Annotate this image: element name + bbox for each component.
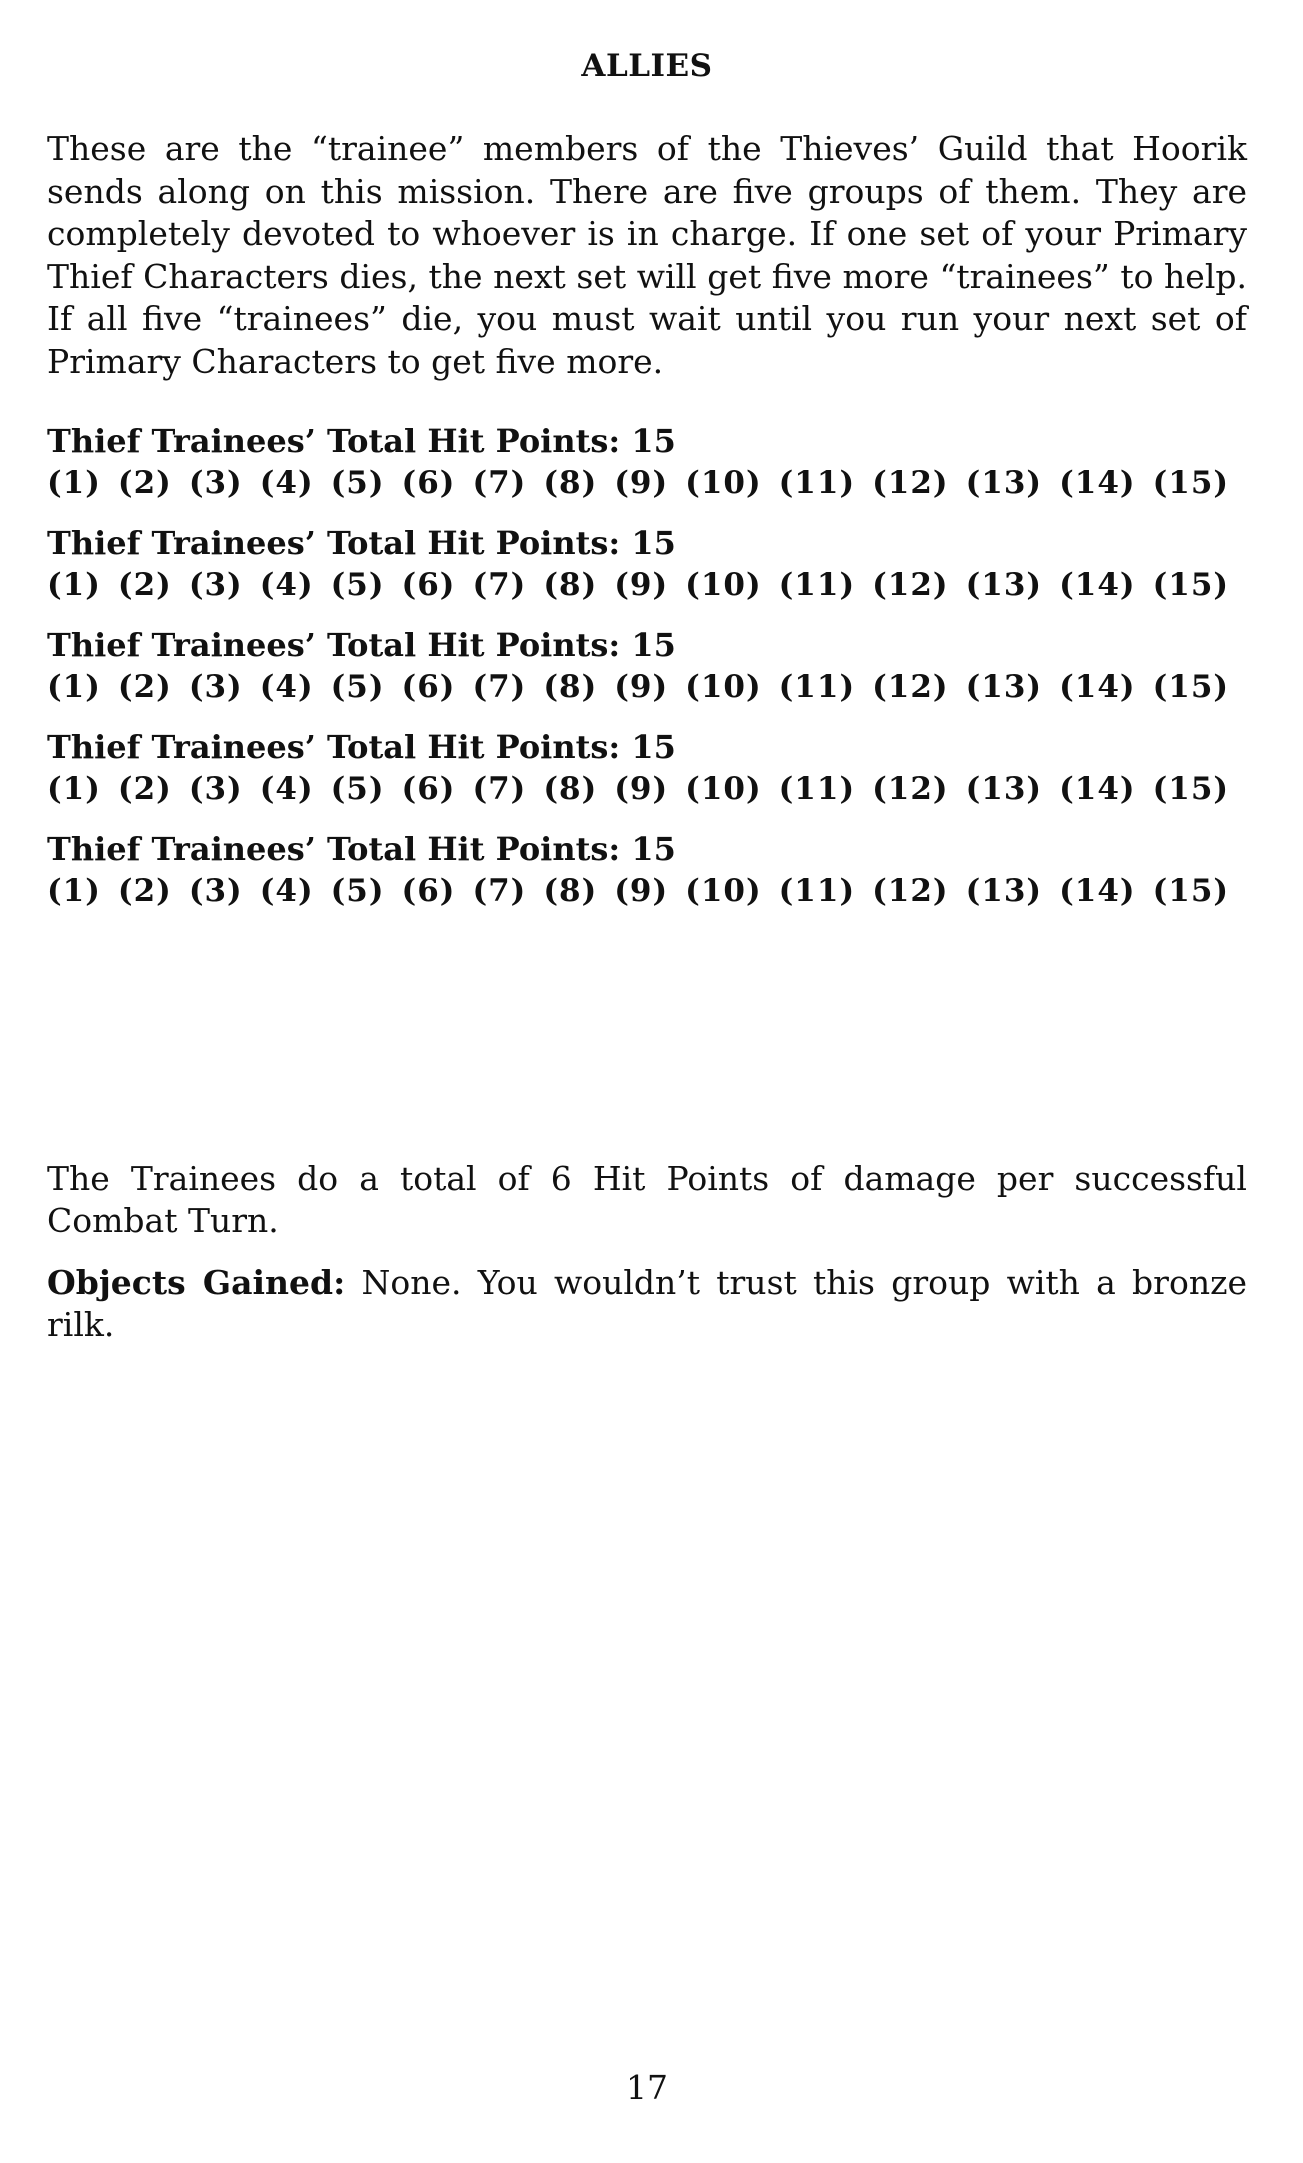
hit-point-box[interactable]: (2) [117,873,172,909]
hit-point-box[interactable]: (13) [965,465,1043,501]
group-title: Thief Trainees’ Total Hit Points: 15 [47,830,676,868]
hit-point-box[interactable]: (12) [872,465,949,501]
hit-point-box[interactable]: (9) [614,873,669,909]
objects-gained-text: None. You wouldn’t trust this group with a bronze rilk. [47,1263,1247,1344]
hit-point-box[interactable]: (2) [117,771,172,807]
hit-point-box[interactable]: (10) [685,771,762,807]
hit-point-box[interactable]: (15) [1152,567,1230,603]
hit-point-box[interactable]: (4) [259,873,314,909]
hit-point-box[interactable]: (6) [401,465,456,501]
hit-point-box[interactable]: (14) [1059,465,1136,501]
hit-point-box[interactable]: (3) [188,771,243,807]
hit-point-box[interactable]: (9) [614,465,669,501]
hit-point-box[interactable]: (3) [188,465,243,501]
trainee-group [47,726,1247,810]
trainee-group [47,522,1247,606]
hit-point-box[interactable]: (11) [778,567,856,603]
hit-point-box[interactable]: (11) [778,873,856,909]
hit-point-box[interactable]: (10) [685,567,762,603]
hit-point-box[interactable]: (7) [472,873,527,909]
hit-point-box[interactable]: (11) [778,669,856,705]
hit-point-box[interactable]: (1) [47,771,101,807]
trainee-groups [47,420,1247,930]
hit-point-box[interactable]: (5) [330,771,385,807]
hit-point-box[interactable]: (7) [472,669,527,705]
hit-point-box[interactable]: (9) [614,771,669,807]
hit-point-box[interactable]: (9) [614,567,669,603]
hit-point-box[interactable]: (15) [1152,465,1230,501]
hit-point-box[interactable]: (2) [117,567,172,603]
hit-point-box[interactable]: (11) [778,771,856,807]
hit-point-box[interactable]: (7) [472,771,527,807]
hit-point-box[interactable]: (8) [543,771,598,807]
objects-gained-label: Objects Gained: [47,1263,346,1302]
hit-point-box[interactable]: (10) [685,669,762,705]
hit-point-box[interactable]: (5) [330,669,385,705]
hit-point-box[interactable]: (9) [614,669,669,705]
hit-point-box[interactable]: (13) [965,873,1043,909]
hit-point-box[interactable]: (1) [47,567,101,603]
hit-point-box[interactable]: (5) [330,873,385,909]
hit-point-box[interactable]: (15) [1152,873,1230,909]
hit-point-box[interactable]: (6) [401,873,456,909]
hit-point-box[interactable]: (8) [543,669,598,705]
hit-point-boxes [47,462,1247,504]
hit-point-box[interactable]: (12) [872,567,949,603]
trainee-group [47,624,1247,708]
hit-point-box[interactable]: (6) [401,771,456,807]
page-number: 17 [626,2068,668,2107]
hit-point-box[interactable]: (4) [259,465,314,501]
hit-point-box[interactable]: (1) [47,873,101,909]
hit-point-box[interactable]: (4) [259,669,314,705]
hit-point-box[interactable]: (13) [965,669,1043,705]
hit-point-boxes [47,870,1247,912]
hit-point-box[interactable]: (8) [543,873,598,909]
hit-point-box[interactable]: (14) [1059,873,1136,909]
hit-point-box[interactable]: (13) [965,567,1043,603]
hit-point-box[interactable]: (14) [1059,771,1136,807]
hit-point-box[interactable]: (5) [330,465,385,501]
hit-point-box[interactable]: (10) [685,465,762,501]
hit-point-boxes [47,564,1247,606]
hit-point-box[interactable]: (5) [330,567,385,603]
hit-point-box[interactable]: (4) [259,567,314,603]
hit-point-box[interactable]: (1) [47,669,101,705]
hit-point-box[interactable]: (3) [188,669,243,705]
hit-point-box[interactable]: (3) [188,567,243,603]
hit-point-box[interactable]: (7) [472,465,527,501]
group-title: Thief Trainees’ Total Hit Points: 15 [47,728,676,766]
trainee-group [47,828,1247,912]
hit-point-box[interactable]: (14) [1059,567,1136,603]
hit-point-box[interactable]: (12) [872,771,949,807]
hit-point-box[interactable]: (6) [401,567,456,603]
hit-point-box[interactable]: (13) [965,771,1043,807]
hit-point-box[interactable]: (6) [401,669,456,705]
hit-point-box[interactable]: (10) [685,873,762,909]
hit-point-box[interactable]: (15) [1152,669,1230,705]
hit-point-box[interactable]: (1) [47,465,101,501]
hit-point-box[interactable]: (4) [259,771,314,807]
hit-point-box[interactable]: (14) [1059,669,1136,705]
hit-point-box[interactable]: (3) [188,873,243,909]
damage-paragraph: The Trainees do a total of 6 Hit Points of damage per successful Combat Turn. [47,1159,1247,1240]
hit-point-box[interactable]: (15) [1152,771,1230,807]
group-title: Thief Trainees’ Total Hit Points: 15 [47,422,676,460]
hit-point-box[interactable]: (11) [778,465,856,501]
intro-paragraph: These are the “trainee” members of the Thieves’ Guild that Hoorik sends along on this mission. There are five groups of them. They are completely devoted to whoever is in charge. If one set of your Primary Thief Characters dies, the next set will get five more “trainees” to help. If all five “trainees” die, you must wait until you run your next set of Primary Characters to get five more. [47,129,1247,381]
trainee-group [47,420,1247,504]
objects-gained-paragraph [47,1262,1247,1346]
group-title: Thief Trainees’ Total Hit Points: 15 [47,626,676,664]
hit-point-box[interactable]: (7) [472,567,527,603]
hit-point-box[interactable]: (2) [117,669,172,705]
hit-point-box[interactable]: (12) [872,873,949,909]
hit-point-box[interactable]: (2) [117,465,172,501]
section-heading: ALLIES [581,48,713,84]
hit-point-box[interactable]: (8) [543,465,598,501]
hit-point-boxes [47,768,1247,810]
group-title: Thief Trainees’ Total Hit Points: 15 [47,524,676,562]
hit-point-box[interactable]: (8) [543,567,598,603]
hit-point-boxes [47,666,1247,708]
hit-point-box[interactable]: (12) [872,669,949,705]
